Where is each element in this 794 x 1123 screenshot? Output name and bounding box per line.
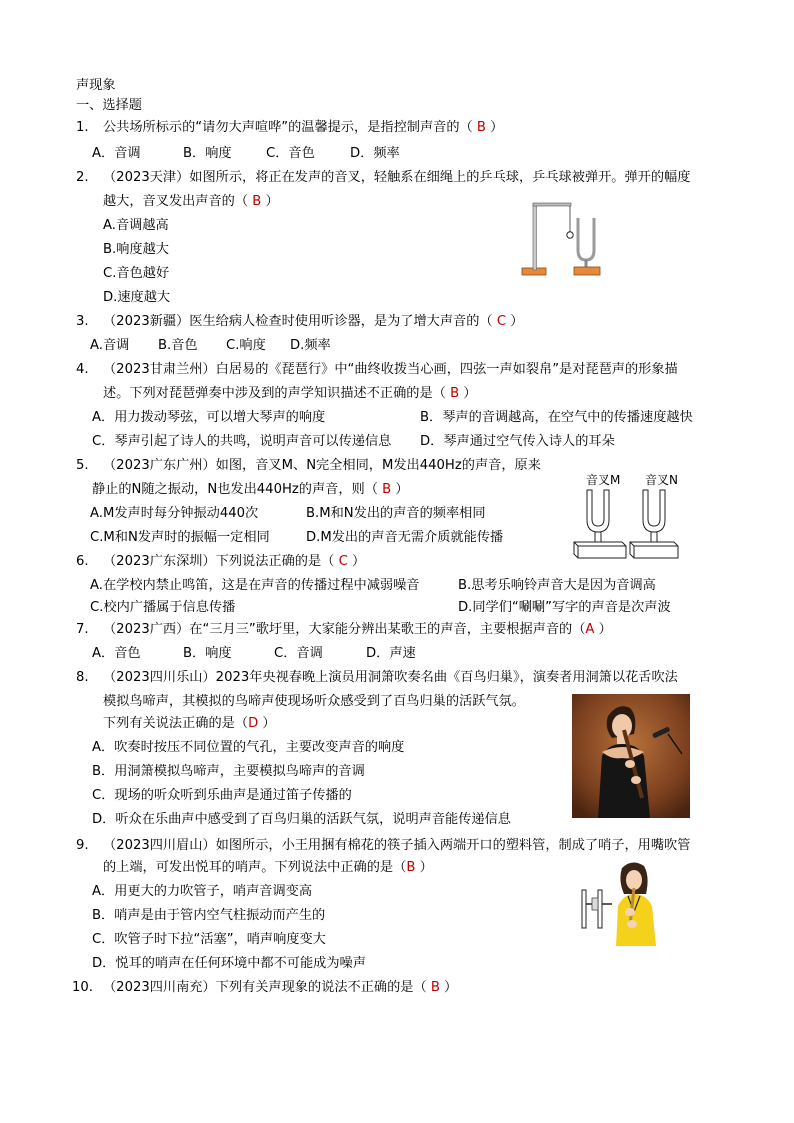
question-1-number: 1. [76, 120, 89, 135]
question-9-stem-2: 的上端，可发出悦耳的哨声。下列说法中正确的是（B ） [103, 860, 433, 875]
question-9-number: 9. [76, 838, 89, 853]
q8-option-c: C．现场的听众听到乐曲声是通过笛子传播的 [92, 788, 352, 803]
question-2-number: 2. [76, 170, 89, 185]
answer-5: B [382, 482, 392, 497]
question-7-stem: （2023广西）在“三月三”歌圩里，大家能分辨出某歌王的声音，主要根据声音的（A ） [103, 622, 612, 637]
doc-title: 声现象 [76, 78, 116, 93]
q3-option-b: B.音色 [158, 338, 198, 353]
answer-1: B [476, 120, 486, 135]
question-9-stem-1: （2023四川眉山）如图所示，小王用捆有棉花的筷子插入两端开口的塑料管，制成了哨子，用嘴吹管 [103, 838, 691, 853]
question-8-number: 8. [76, 670, 89, 685]
q5-option-c: C.M和N发声时的振幅一定相同 [90, 530, 270, 545]
answer-10: B [430, 980, 440, 995]
question-4-stem-2: 述。下列对琵琶弹奏中涉及到的声学知识描述不正确的是（ B ） [103, 386, 477, 401]
tuning-fork-m-label: 音叉M [586, 473, 621, 487]
q3-option-c: C.响度 [226, 338, 266, 353]
q3-option-d: D.频率 [290, 338, 331, 353]
question-5-stem-2: 静止的N随之振动，N也发出440Hz的声音，则（ B ） [92, 482, 409, 497]
question-6-number: 6. [76, 554, 89, 569]
q7-option-d: D．声速 [366, 646, 416, 661]
answer-3: C [496, 314, 507, 329]
q1-option-b: B．响度 [183, 146, 232, 161]
question-7-number: 7. [76, 622, 89, 637]
question-8-stem-1: （2023四川乐山）2023年央视春晚上演员用洞箫吹奏名曲《百鸟归巢》，演奏者用洞箫以花舌吹法 [103, 670, 678, 685]
question-5-stem-1: （2023广东广州）如图，音叉M、N完全相同，M发出440Hz的声音，原来 [103, 458, 541, 473]
question-4-stem-1: （2023甘肃兰州）白居易的《琵琶行》中“曲终收拨当心画，四弦一声如裂帛”是对琵琶声的形象描 [103, 362, 678, 377]
q4-option-a: A．用力拨动琴弦，可以增大琴声的响度 [92, 410, 326, 425]
tuning-fork-n-label: 音叉N [645, 473, 678, 487]
answer-8: D [248, 716, 259, 731]
q9-option-a: A．用更大的力吹管子，哨声音调变高 [92, 884, 313, 899]
q6-option-d: D.同学们“唰唰”写字的声音是次声波 [458, 600, 671, 615]
question-5-number: 5. [76, 458, 89, 473]
q6-option-c: C.校内广播属于信息传播 [90, 600, 236, 615]
q7-option-c: C．音调 [274, 646, 323, 661]
question-4-number: 4. [76, 362, 89, 377]
flute-performer-photo [572, 694, 690, 818]
answer-7: A [585, 622, 595, 637]
q5-option-b: B.M和N发出的声音的频率相同 [306, 506, 486, 521]
question-3-number: 3. [76, 314, 89, 329]
section-title: 一、选择题 [76, 98, 142, 113]
q6-option-a: A.在学校内禁止鸣笛，这是在声音的传播过程中减弱噪音 [90, 578, 420, 593]
question-1-stem: 公共场所标示的“请勿大声喧哗”的温馨提示，是指控制声音的（ B ） [103, 120, 504, 135]
question-2-stem-2: 越大，音叉发出声音的（ B ） [103, 194, 279, 209]
q1-option-c: C．音色 [266, 146, 315, 161]
q8-option-b: B．用洞箫模拟鸟啼声，主要模拟鸟啼声的音调 [92, 764, 365, 779]
question-8-stem-2: 模拟鸟啼声，其模拟的鸟啼声使现场听众感受到了百鸟归巢的活跃气氛。 [103, 694, 525, 709]
q7-option-a: A．音色 [92, 646, 141, 661]
tuning-fork-pingpong-figure [520, 198, 620, 278]
q7-option-b: B．响度 [183, 646, 232, 661]
answer-4: B [450, 386, 460, 401]
answer-6: C [338, 554, 348, 569]
q1-option-a: A．音调 [92, 146, 141, 161]
q3-option-a: A.音调 [90, 338, 130, 353]
q1-option-d: D．频率 [350, 146, 400, 161]
q5-option-a: A.M发声时每分钟振动440次 [90, 506, 259, 521]
q9-option-c: C．吹管子时下拉“活塞”，哨声响度变大 [92, 932, 326, 947]
q9-option-d: D．悦耳的哨声在任何环境中都不可能成为噪声 [92, 956, 366, 971]
question-2-stem-1: （2023天津）如图所示，将正在发声的音叉，轻触系在细绳上的乒乓球，乒乓球被弹开。弹开的幅度 [103, 170, 691, 185]
q2-option-c: C.音色越好 [103, 266, 170, 281]
q4-option-d: D．琴声通过空气传入诗人的耳朵 [420, 434, 615, 449]
q4-option-c: C．琴声引起了诗人的共鸣，说明声音可以传递信息 [92, 434, 392, 449]
q2-option-d: D.速度越大 [103, 290, 171, 305]
q2-option-a: A.音调越高 [103, 218, 169, 233]
q8-option-a: A．吹奏时按压不同位置的气孔，主要改变声音的响度 [92, 740, 405, 755]
q6-option-b: B.思考乐响铃声音大是因为音调高 [458, 578, 656, 593]
question-6-stem: （2023广东深圳）下列说法正确的是（ C ） [103, 554, 366, 569]
question-3-stem: （2023新疆）医生给病人检查时使用听诊器，是为了增大声音的（ C ） [103, 314, 524, 329]
question-8-stem-3: 下列有关说法正确的是（D ） [103, 716, 276, 731]
q9-option-b: B．哨声是由于管内空气柱振动而产生的 [92, 908, 326, 923]
q4-option-b: B．琴声的音调越高，在空气中的传播速度越快 [420, 410, 693, 425]
two-tuning-forks-figure [570, 486, 682, 564]
whistle-student-figure [578, 860, 672, 946]
answer-9: B [406, 860, 416, 875]
question-10-number: 10. [72, 980, 93, 995]
q2-option-b: B.响度越大 [103, 242, 169, 257]
q5-option-d: D.M发出的声音无需介质就能传播 [306, 530, 504, 545]
question-10-stem: （2023四川南充）下列有关声现象的说法不正确的是（ B ） [103, 980, 458, 995]
answer-2: B [252, 194, 262, 209]
q8-option-d: D．听众在乐曲声中感受到了百鸟归巢的活跃气氛，说明声音能传递信息 [92, 812, 511, 827]
